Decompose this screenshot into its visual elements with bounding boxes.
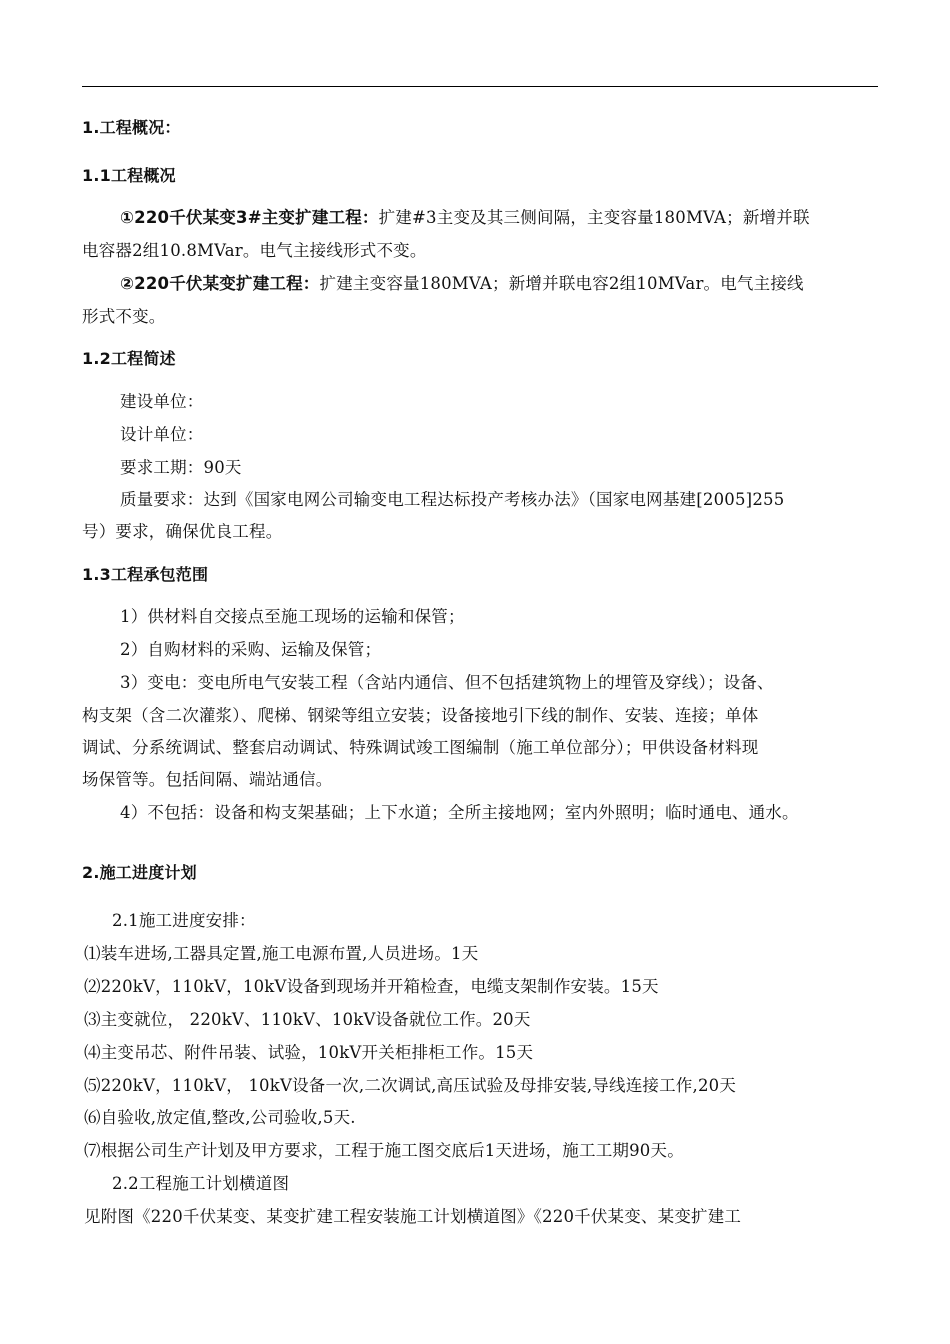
section-1-3-heading: 1.3工程承包范围: [82, 565, 209, 584]
section-2-2-heading: 2.2工程施工计划横道图: [112, 1174, 290, 1193]
section-2-1-heading: 2.1施工进度安排：: [112, 911, 256, 930]
project-item-2: [120, 273, 804, 295]
schedule-step: ⑹自验收,放定值,整改,公司验收,5天.: [84, 1108, 356, 1127]
scope-item-4: 4）不包括：设备和构支架基础；上下水道；全所主接地网；室内外照明；临时通电、通水。: [120, 803, 799, 822]
project-item-2-text: 扩建主变容量180MVA；新增并联电容2组10MVar。电气主接线: [319, 274, 804, 293]
schedule-step: ⑺根据公司生产计划及甲方要求，工程于施工图交底后1天进场，施工工期90天。: [84, 1141, 684, 1160]
section-1-2-heading: 1.2工程简述: [82, 349, 176, 368]
owner-line: 建设单位：: [120, 392, 204, 411]
schedule-step: ⑵220kV，110kV，10kV设备到现场并开箱检查，电缆支架制作安装。15天: [84, 977, 659, 996]
designer-line: 设计单位：: [120, 425, 204, 444]
quality-line-2: 号）要求，确保优良工程。: [82, 522, 283, 541]
scope-item-3-line-4: 场保管等。包括间隔、端站通信。: [82, 770, 333, 789]
duration-line: 要求工期：90天: [120, 458, 242, 477]
project-item-2-title: ②220千伏某变扩建工程：: [120, 274, 320, 293]
quality-line-1: 质量要求：达到《国家电网公司输变电工程达标投产考核办法》（国家电网基建[2005]255: [120, 490, 785, 509]
schedule-step: ⑷主变吊芯、附件吊装、试验，10kV开关柜排柜工作。15天: [84, 1043, 534, 1062]
project-item-2-continuation: 形式不变。: [82, 307, 166, 326]
header-rule: [82, 86, 878, 87]
schedule-step: ⑸220kV，110kV， 10kV设备一次,二次调试,高压试验及母排安装,导线连接工作,20天: [84, 1076, 737, 1095]
project-item-1-continuation: 电容器2组10.8MVar。电气主接线形式不变。: [82, 241, 427, 260]
project-item-1: [120, 207, 810, 229]
project-item-1-title: ①220千伏某变3#主变扩建工程：: [120, 208, 379, 227]
scope-item-2: 2）自购材料的采购、运输及保管；: [120, 640, 382, 659]
section-1-heading: 1.工程概况：: [82, 118, 181, 137]
section-1-1-heading: 1.1工程概况: [82, 166, 176, 185]
scope-item-3-line-1: 3）变电：变电所电气安装工程（含站内通信、但不包括建筑物上的埋管及穿线）；设备、: [120, 673, 774, 692]
schedule-step: ⑶主变就位， 220kV、110kV、10kV设备就位工作。20天: [84, 1010, 531, 1029]
see-attached-line: 见附图《220千伏某变、某变扩建工程安装施工计划横道图》《220千伏某变、某变扩建工: [84, 1207, 742, 1226]
scope-item-3-line-3: 调试、分系统调试、整套启动调试、特殊调试竣工图编制（施工单位部分）；甲供设备材料现: [82, 738, 759, 757]
section-2-heading: 2.施工进度计划: [82, 863, 197, 882]
scope-item-1: 1）供材料自交接点至施工现场的运输和保管；: [120, 607, 465, 626]
schedule-step: ⑴装车进场,工器具定置,施工电源布置,人员进场。1天: [84, 944, 479, 963]
scope-item-3-line-2: 构支架（含二次灌浆）、爬梯、钢梁等组立安装；设备接地引下线的制作、安装、连接；单体: [82, 706, 759, 725]
project-item-1-text: 扩建#3主变及其三侧间隔，主变容量180MVA；新增并联: [378, 208, 810, 227]
